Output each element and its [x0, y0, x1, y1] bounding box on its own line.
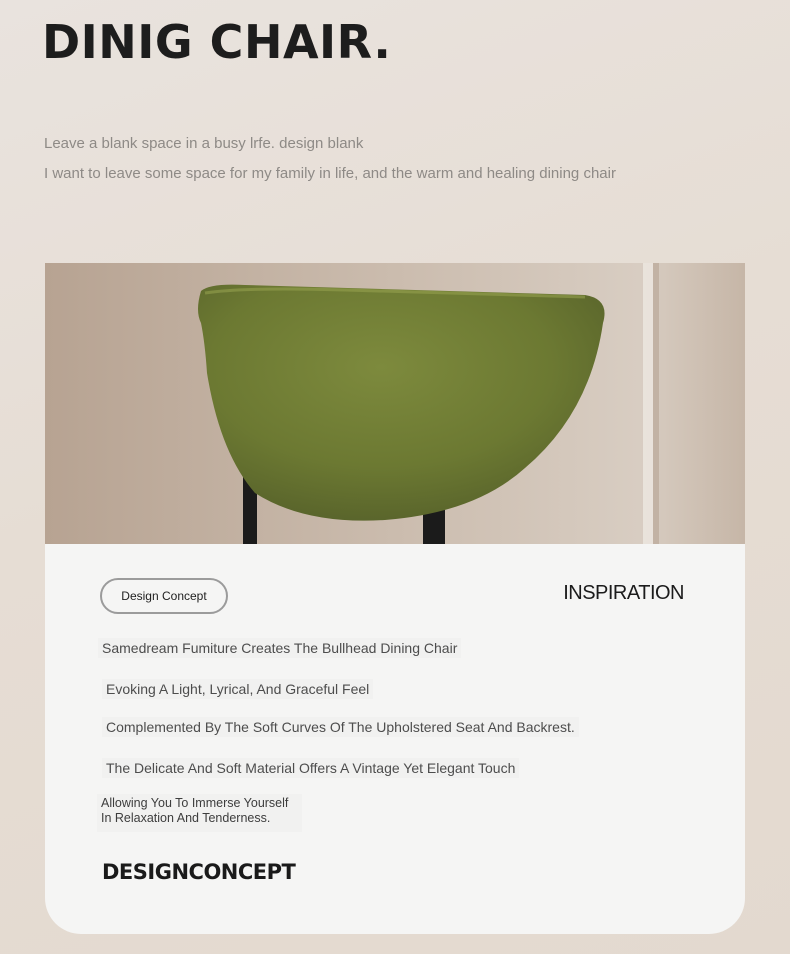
concept-line-1: Samedream Fumiture Creates The Bullhead Dining Chair: [98, 638, 461, 658]
design-concept-heading: DESIGNCONCEPT: [102, 860, 296, 884]
wall-light-strip: [643, 263, 653, 544]
subtitle-line-2: I want to leave some space for my family in life, and the warm and healing dining chair: [44, 165, 616, 182]
inspiration-heading: INSPIRATION: [563, 582, 684, 604]
chair-photo: [45, 263, 745, 544]
concept-line-4: The Delicate And Soft Material Offers A Vintage Yet Elegant Touch: [102, 758, 519, 778]
subtitle-line-1: Leave a blank space in a busy lrfe. design blank: [44, 135, 364, 152]
concept-small-line-2: In Relaxation And Tenderness.: [101, 811, 271, 825]
concept-line-2: Evoking A Light, Lyrical, And Graceful Feel: [102, 679, 373, 699]
concept-small-text: [97, 794, 302, 832]
page-title: DINIG CHAIR.: [42, 15, 392, 69]
concept-small-line-1: Allowing You To Immerse Yourself: [101, 796, 289, 810]
wall-shadow-strip: [653, 263, 659, 544]
design-concept-pill[interactable]: Design Concept: [100, 578, 228, 614]
concept-line-3: Complemented By The Soft Curves Of The Upholstered Seat And Backrest.: [102, 717, 579, 737]
design-concept-card: [45, 544, 745, 934]
